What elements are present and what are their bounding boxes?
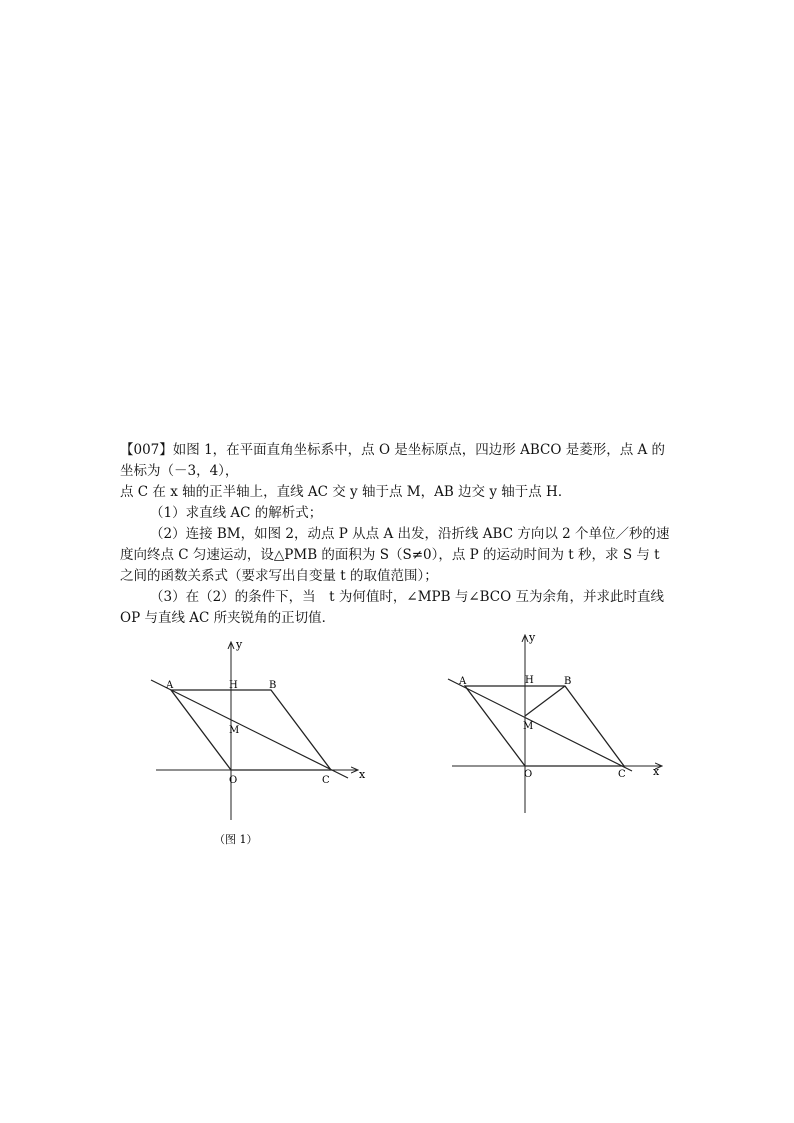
line-ac bbox=[448, 679, 632, 771]
label-a: A bbox=[166, 680, 174, 691]
label-m: M bbox=[523, 721, 534, 732]
label-o: O bbox=[229, 775, 238, 786]
label-m: M bbox=[229, 725, 240, 736]
problem-number: 【007】 bbox=[120, 442, 173, 458]
label-x: x bbox=[359, 768, 366, 781]
rhombus-abco bbox=[465, 686, 624, 766]
label-c: C bbox=[322, 775, 330, 786]
line-ac bbox=[151, 680, 348, 778]
part-2-line1: （2）连接 BM，如图 2，动点 P 从点 A 出发，沿折线 ABC 方向以 2 个单位／秒的速 bbox=[150, 526, 670, 542]
figure-2 bbox=[440, 625, 680, 825]
problem-text bbox=[120, 440, 680, 629]
label-c: C bbox=[618, 769, 626, 780]
problem-intro-line3: 点 C 在 x 轴的正半轴上，直线 AC 交 y 轴于点 M，AB 边交 y 轴于点 H． bbox=[120, 484, 572, 500]
segment-bm bbox=[525, 686, 565, 716]
figure-1-caption: （图 1） bbox=[214, 833, 258, 846]
label-a: A bbox=[459, 676, 467, 687]
part-3-line2: OP 与直线 AC 所夹锐角的正切值． bbox=[120, 610, 336, 626]
figure-1 bbox=[140, 630, 380, 850]
label-y: y bbox=[529, 631, 536, 644]
label-h: H bbox=[229, 680, 238, 691]
label-h: H bbox=[525, 675, 534, 686]
problem-intro-line2: 坐标为（－3，4）， bbox=[120, 463, 239, 479]
problem-intro-line1: 【007】如图 1，在平面直角坐标系中，点 O 是坐标原点，四边形 ABCO 是菱形，点 A 的 bbox=[120, 442, 666, 458]
part-3-line1: （3）在（2）的条件下，当 t 为何值时，∠MPB 与∠BCO 互为余角，并求此时直线 bbox=[150, 589, 664, 605]
label-x: x bbox=[653, 765, 660, 778]
label-o: O bbox=[524, 769, 533, 780]
label-b: B bbox=[269, 680, 277, 691]
label-b: B bbox=[564, 676, 572, 687]
label-y: y bbox=[236, 638, 243, 651]
part-2-line3: 之间的函数关系式（要求写出自变量 t 的取值范围）； bbox=[120, 568, 438, 584]
part-2-line2: 度向终点 C 匀速运动，设△PMB 的面积为 S（S≠0），点 P 的运动时间为 t 秒，求 S 与 t bbox=[120, 547, 660, 563]
part-1: （1）求直线 AC 的解析式； bbox=[150, 505, 323, 521]
